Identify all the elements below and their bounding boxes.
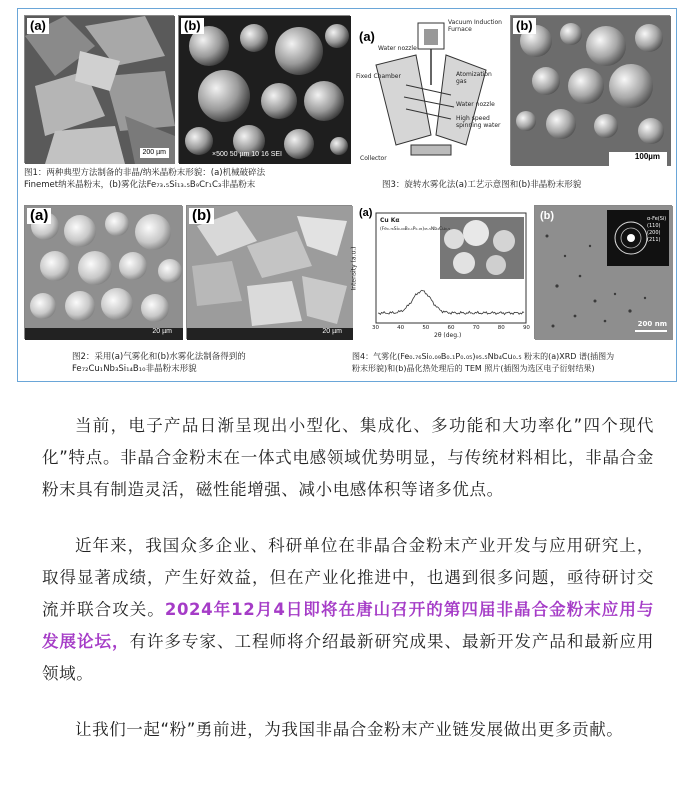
paragraph-2 <box>42 530 654 690</box>
xrd-ylabel: Intensity (a.u.) <box>350 246 358 291</box>
fig1a-scale: 200 µm <box>140 148 170 158</box>
fig3a-schematic <box>356 15 502 165</box>
water-atomized-powder-image <box>187 206 353 340</box>
fig1-caption-line1: 图1：两种典型方法制备的非晶/纳米晶粉末形貌：(a)机械破碎法 <box>24 168 266 178</box>
fig2b-micrograph <box>186 205 352 339</box>
fig1b-label: (b) <box>181 18 204 34</box>
xrd-spectrum <box>356 205 530 339</box>
fig1-caption-line2: Finemet纳米晶粉末，(b)雾化法Fe₇₃.₅Si₁₃.₅B₉Cr₁C₃非晶粉末 <box>24 180 256 190</box>
fig4-caption <box>352 351 676 375</box>
xrd-formula: (Fe₀.₇₆Si₀.₀₉B₀.₁P₀.₀₅)₉₅.₅Nb₄Cu₀.₅ <box>380 227 450 232</box>
xrd-xticks <box>372 325 530 331</box>
fig3a-label-nozzle2: Water nozzle <box>456 101 495 108</box>
fig3a-label-spinning: High speed spinning water <box>456 115 501 129</box>
xrd-xtick: 60 <box>447 325 455 331</box>
fig1b-micrograph <box>178 15 350 163</box>
fig2-caption <box>72 351 342 375</box>
xrd-xlabel: 2θ (deg.) <box>434 332 462 339</box>
tem-label: α-Fe(Si) <box>647 216 667 222</box>
fig3b-micrograph <box>510 15 670 165</box>
paragraph-1: 当前，电子产品日渐呈现出小型化、集成化、多功能和大功率化”四个现代化”特点。非晶合金粉末在一体式电感领域优势明显，与传统材料相比，非晶合金粉末具有制造灵活，磁性能增强、减小电感体积等诸多优点。 <box>42 416 654 499</box>
forum-highlight: 2024年12月4日即将在唐山召开的第四届非晶合金粉末应用与发展论坛， <box>42 600 654 651</box>
fig3a-label-gas: Atomization gas <box>456 71 492 85</box>
fig3b-scale: 100µm <box>632 152 663 162</box>
fig4-caption-line1: 图4：气雾化(Fe₀.₇₆Si₀.₀₉B₀.₁P₀.₀₅)₉₅.₅Nb₄Cu₀.₅ 粉末的(a)XRD 谱(插图为 <box>352 352 615 361</box>
atomized-powder-image <box>179 16 351 164</box>
xrd-xtick: 50 <box>422 325 430 331</box>
tem-label: (211) <box>647 237 661 243</box>
fig4b-scale: 200 nm <box>637 320 667 328</box>
figure-composite <box>17 8 677 382</box>
paragraph-2-outro: 有许多专家、工程师将介绍最新研究成果、最新开发产品和最新应用领域。 <box>42 632 655 683</box>
xrd-xtick: 90 <box>522 325 530 331</box>
fig3-caption: 图3：旋转水雾化法(a)工艺示意图和(b)非晶粉末形貌 <box>382 180 582 190</box>
xrd-xtick: 40 <box>397 325 405 331</box>
fig3a-label-chamber: Fixed Chamber <box>356 73 401 80</box>
tem-label: (200) <box>647 230 661 236</box>
fig4b-tem-image <box>534 205 672 339</box>
paragraph-3: 让我们一起“粉”勇前进，为我国非晶合金粉末产业链发展做出更多贡献。 <box>75 720 624 739</box>
gas-atomized-powder-image <box>25 206 183 340</box>
tem-diffraction-labels <box>647 216 666 244</box>
xrd-xtick: 70 <box>472 325 480 331</box>
xrd-legend: Cu Kα <box>380 217 400 224</box>
flake-powder-image <box>25 16 175 164</box>
paragraph-2-intro: 近年来，我国众多企业、科研单位在非晶合金粉末产业开发与应用研究上，取得显著成绩，产生好效益，但在产业化推进中，也遇到很多问题，亟待研讨交流并联合攻关。 <box>42 536 654 619</box>
fig1a-micrograph <box>24 15 174 163</box>
fig2a-scale: 20 µm <box>152 328 172 335</box>
fig2-caption-line1: 图2：采用(a)气雾化和(b)水雾化法制备得到的 <box>72 352 246 362</box>
fig2a-micrograph <box>24 205 182 339</box>
fig1-caption <box>24 167 354 191</box>
fig3a-label-nozzle1: Water nozzle <box>378 45 417 52</box>
fig4a-xrd-plot <box>350 205 530 339</box>
fig4-caption-line2: 粉末形貌)和(b)晶化热处理后的 TEM 照片(插图为选区电子衍射结果) <box>352 364 595 373</box>
fig1a-label: (a) <box>27 18 49 34</box>
fig2-caption-line2: Fe₇₂Cu₁Nb₃Si₁₄B₁₀非晶粉末形貌 <box>72 364 197 374</box>
fig3a-label-collector: Collector <box>360 155 387 162</box>
xrd-xtick: 80 <box>497 325 505 331</box>
rotating-atomized-powder-image <box>511 16 671 166</box>
article-body <box>42 410 654 770</box>
fig4a-label: (a) <box>356 205 375 221</box>
fig1b-scale: ×500 50 µm 10 16 SEI <box>212 151 282 158</box>
fig2b-label: (b) <box>189 208 214 224</box>
fig3b-label: (b) <box>513 18 536 34</box>
fig2a-label: (a) <box>27 208 51 224</box>
fig3a-label-furnace: Vacuum Induction Furnace <box>448 19 502 33</box>
tem-label: (110) <box>647 223 661 229</box>
rotating-water-atomization-diagram <box>356 15 502 165</box>
fig4b-label: (b) <box>540 210 555 222</box>
xrd-xtick: 30 <box>372 325 379 331</box>
fig3a-label: (a) <box>356 29 378 45</box>
fig2b-scale: 20 µm <box>322 328 342 335</box>
